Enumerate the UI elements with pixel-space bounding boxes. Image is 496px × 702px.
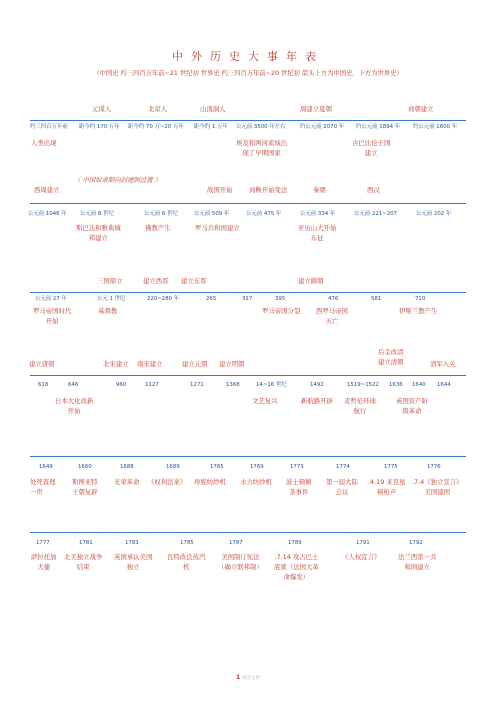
year-label: 1492 — [310, 382, 324, 388]
year-label: 14~16 世纪 — [256, 382, 287, 388]
year-label: 公元前 8 世纪 — [80, 211, 114, 217]
event-bottom: .7.14 攻占巴士 底狱（法国大革 命爆发） — [274, 553, 319, 581]
year-label: 1644 — [437, 382, 451, 388]
event-bottom: 英国资产阶 级革命 — [396, 397, 428, 415]
year-label: 220~280 年 — [147, 296, 180, 302]
event-bottom: 第一届大陆 会议 — [326, 478, 358, 496]
event-top: 三国鼎立 — [97, 277, 123, 285]
event-bottom: 瓦特改良蒸汽 机 — [167, 553, 206, 571]
event-bottom: .7.4《独立宣言》 美国建国 — [412, 478, 463, 496]
event-bottom: 美国制订宪法 （确立联邦制） — [218, 553, 263, 571]
year-label: 1636 — [389, 382, 403, 388]
timeline-axis — [30, 456, 466, 457]
event-top: 建立东晋 — [181, 277, 207, 285]
year-label: 公元前 475 年 — [246, 211, 282, 217]
year-label: 1688 — [120, 464, 134, 470]
event-bottom: 埃及和两河流域出 现了早期国家 — [236, 139, 288, 157]
page-number: 1 — [235, 674, 241, 681]
event-top: 战国开始 — [207, 186, 233, 194]
page-title: 中外历史大事年表 — [172, 50, 324, 63]
event-bottom: 英国承认美国 独立 — [114, 553, 153, 571]
year-label: 公元 1 世纪 — [97, 296, 126, 302]
year-label: 公元前 1046 年 — [28, 211, 67, 217]
event-top: 秦朝 — [313, 186, 326, 194]
year-label: 1271 — [190, 382, 204, 388]
event-bottom: 佛教产生 — [145, 224, 171, 232]
year-label: 1781 — [79, 540, 93, 546]
year-label: 距今约 1 万年 — [194, 124, 228, 130]
timeline-axis — [30, 375, 466, 376]
year-label: 476 — [328, 296, 339, 302]
event-bottom: 水力纺纱机 — [240, 478, 272, 486]
event-bottom: 罗马帝国时代 开始 — [33, 307, 72, 325]
year-label: 公元前 3500 年左右 — [236, 124, 286, 130]
event-top: 北宋建立 — [103, 360, 129, 368]
year-label: 581 — [371, 296, 382, 302]
event-bottom: 新航路开辟 — [301, 397, 333, 405]
event-top: 周建立夏朝 — [300, 105, 332, 113]
event-top: 后金改清 建立清朝 — [378, 348, 404, 366]
event-top: 西汉 — [367, 186, 380, 194]
year-label: 710 — [415, 296, 426, 302]
event-bottom: 日本大化改新 开始 — [55, 397, 94, 415]
year-label: 1787 — [229, 540, 243, 546]
event-top: 西周建立 — [34, 186, 60, 194]
event-bottom: 《人权宣言》 — [342, 553, 381, 561]
event-bottom: 珍妮纺纱机 — [194, 478, 226, 486]
event-bottom: 《权利法案》 — [148, 478, 187, 486]
event-bottom: 斯图亚特 王朝复辟 — [72, 478, 98, 496]
event-top: 建立隋朝 — [298, 277, 324, 285]
event-top: 清军入关 — [430, 360, 456, 368]
year-label: 1640 — [412, 382, 426, 388]
event-bottom: 罗马共和国建立 — [195, 224, 240, 232]
year-label: 1769 — [250, 464, 264, 470]
year-label: 1773 — [290, 464, 304, 470]
event-top: 建立元朝 — [182, 360, 208, 368]
event-top: 北京人 — [148, 105, 168, 113]
event-top: 山顶洞人 — [200, 105, 226, 113]
event-bottom: 伊斯兰教产生 — [399, 307, 438, 315]
timeline-axis — [30, 203, 466, 204]
year-label: 1792 — [409, 540, 423, 546]
year-label: 1791 — [356, 540, 370, 546]
year-label: 公元前 202 年 — [416, 211, 452, 217]
event-bottom: 北美独立战争 结束 — [64, 553, 103, 571]
year-label: 1765 — [210, 464, 224, 470]
year-label: 公元前 509 年 — [194, 211, 230, 217]
event-bottom: 麦哲伦环球 航行 — [344, 397, 376, 415]
year-label: 约公元前 1894 年 — [356, 124, 401, 130]
year-label: 1785 — [180, 540, 194, 546]
timeline-axis — [30, 532, 466, 533]
year-label: 公元前 334 年 — [300, 211, 336, 217]
period-note: （ 中国奴隶制向封建制过渡 ） — [74, 176, 162, 184]
year-label: 1775 — [384, 464, 398, 470]
year-label: 646 — [68, 382, 79, 388]
timeline-axis — [30, 120, 466, 121]
event-top: 建立西晋 — [143, 277, 169, 285]
year-label: 1127 — [145, 382, 159, 388]
event-bottom: 人类出现 — [31, 139, 57, 147]
year-label: 距今约 170 万年 — [79, 124, 120, 130]
event-bottom: 波士顿倾 茶事件 — [286, 478, 312, 496]
year-label: 公元前 6 世纪 — [144, 211, 178, 217]
year-label: 1777 — [36, 540, 50, 546]
event-top: 商朝建立 — [408, 105, 434, 113]
event-bottom: 古巴比伦王国 建立 — [352, 139, 391, 157]
year-label: 1519~1522 — [347, 382, 379, 388]
page-subtitle: （中国史 约三四百万年前~21 世纪初 世界史 约三四百万年前~20 世纪初 箭头上方为中国史，下方为世界史） — [93, 70, 403, 77]
event-bottom: 萨拉托加 大捷 — [31, 553, 57, 571]
footer-text: 精选文档 — [242, 676, 261, 681]
event-bottom: 斯巴达和雅典城 邦建立 — [76, 224, 121, 242]
year-label: 距今约 70 万~20 万年 — [128, 124, 184, 130]
event-bottom: 光荣革命 — [114, 478, 140, 486]
year-label: 317 — [242, 296, 253, 302]
event-top: 元谋人 — [92, 105, 112, 113]
year-label: 265 — [206, 296, 217, 302]
event-bottom: .4.19 来克星 顿枪声 — [368, 478, 406, 496]
event-top: 南宋建立 — [137, 360, 163, 368]
year-label: 约三四百万年前 — [30, 124, 68, 130]
year-label: 约公元前 1600 年 — [413, 124, 458, 130]
event-bottom: 法兰西第一共 和国建立 — [398, 553, 437, 571]
event-top: 商鞅开始变法 — [249, 186, 288, 194]
event-bottom: 处死查理 一世 — [30, 478, 56, 496]
year-label: 公元前 27 年 — [35, 296, 67, 302]
year-label: 1776 — [427, 464, 441, 470]
event-bottom: 基督教 — [98, 307, 118, 315]
year-label: 1649 — [39, 464, 53, 470]
year-label: 1368 — [226, 382, 240, 388]
event-bottom: 西罗马帝国 灭亡 — [316, 307, 348, 325]
year-label: 约公元前 2070 年 — [300, 124, 345, 130]
event-bottom: 文艺复兴 — [252, 397, 278, 405]
page-footer — [0, 674, 496, 681]
year-label: 公元前 221~207 — [354, 211, 397, 217]
event-top: 建立唐朝 — [29, 360, 55, 368]
year-label: 1774 — [336, 464, 350, 470]
event-bottom: 罗马帝国分裂 — [262, 307, 301, 315]
event-top: 建立明朝 — [219, 360, 245, 368]
timeline-axis — [30, 292, 466, 293]
year-label: 1783 — [125, 540, 139, 546]
year-label: 1789 — [288, 540, 302, 546]
year-label: 618 — [38, 382, 49, 388]
year-label: 395 — [275, 296, 286, 302]
event-bottom: 亚历山大开始 东征 — [298, 224, 337, 242]
year-label: 1660 — [78, 464, 92, 470]
year-label: 960 — [116, 382, 127, 388]
year-label: 1689 — [166, 464, 180, 470]
